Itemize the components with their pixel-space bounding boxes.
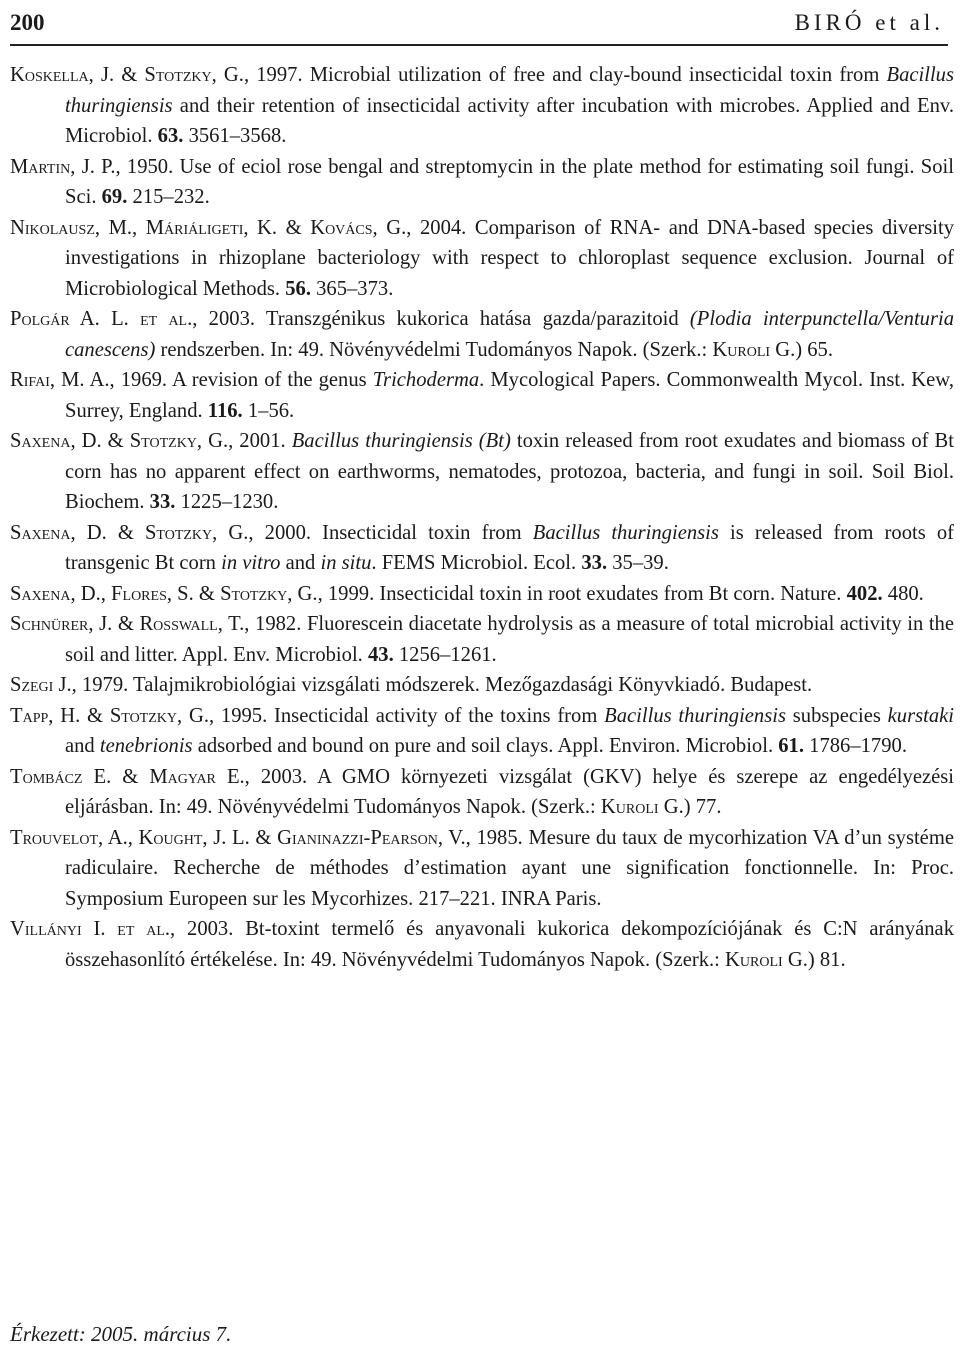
reference-authors: Tombácz E. & Magyar E. <box>10 765 245 788</box>
reference-text: 3561–3568. <box>183 125 287 147</box>
reference-text: 215–232. <box>127 186 210 208</box>
reference-entry <box>10 304 954 365</box>
reference-text: Bacillus thuringiensis (Bt) <box>291 430 511 452</box>
reference-text: 61. <box>778 735 804 757</box>
reference-text: in vitro <box>221 552 281 574</box>
reference-authors: Schnürer, J. & Rosswall, T. <box>10 613 245 635</box>
reference-entry <box>10 365 954 426</box>
reference-text: 43. <box>367 643 394 666</box>
reference-text: and <box>280 552 321 574</box>
reference-entry <box>10 60 954 152</box>
reference-authors: Martin, J. P. <box>10 155 116 178</box>
reference-entry <box>10 518 954 579</box>
reference-entry <box>10 823 954 915</box>
reference-authors: Saxena, D. & Stotzky, G. <box>10 430 229 452</box>
reference-text: toxin released from root exudates and biomass of Bt corn has no apparent effect on earthworms, nematodes, protozoa, bacteria, and fungi in soil. Soil Biol. Biochem. <box>65 430 955 513</box>
reference-text: 33. <box>581 552 608 574</box>
reference-entry <box>10 670 954 701</box>
reference-text: is released from roots of transgenic Bt corn <box>65 521 954 574</box>
reference-text: Bacillus thuringiensis <box>604 704 786 727</box>
reference-text: , 1997. Microbial utilization of free and clay-bound insecticidal toxin from <box>243 64 887 86</box>
reference-text: 116. <box>207 399 243 422</box>
reference-text: 402. <box>846 582 883 605</box>
reference-authors: Trouvelot, A., Kought, J. L. & Gianinazzi-Pearson, V. <box>10 826 466 849</box>
reference-authors: Nikolausz, M., Máriáligeti, K. & Kovács, G. <box>10 216 407 239</box>
reference-text: , 1995. Insecticidal activity of the toxins from <box>208 704 605 727</box>
reference-text: Trichoderma <box>372 369 480 391</box>
received-date: Érkezett: 2005. március 7. <box>10 1322 232 1346</box>
reference-text: and their retention of insecticidal activity after incubation with microbes. Applied and Env. Microbiol. <box>65 94 954 147</box>
reference-text: Bacillus thuringiensis <box>65 64 954 117</box>
reference-list <box>10 60 954 975</box>
reference-text: 63. <box>157 125 184 147</box>
reference-text: 56. <box>285 277 311 300</box>
reference-entry <box>10 426 954 518</box>
reference-text: , 1979. Talajmikrobiológiai vizsgálati módszerek. Mezőgazdasági Könyvkiadó. Budapest. <box>71 674 813 696</box>
reference-authors: Szegi J. <box>10 674 72 696</box>
reference-text: 33. <box>149 491 176 513</box>
reference-authors: Koskella, J. & Stotzky, G. <box>10 64 244 86</box>
reference-text: 1–56. <box>242 399 295 422</box>
reference-text: 1256–1261. <box>393 643 497 666</box>
reference-text: , 2004. Comparison of RNA- and DNA-based species diversity investigations in rhizoplane bacteriology with respect to chloroplast sequence exclusion. Journal of Microbiological Methods. <box>65 216 954 300</box>
reference-text: tenebrionis <box>99 735 193 757</box>
reference-authors: Polgár A. L. et al. <box>10 308 193 330</box>
running-head: BIRÓ et al. <box>794 10 944 35</box>
reference-text: , 2001. <box>228 430 292 452</box>
reference-text: and <box>65 735 100 757</box>
reference-text: ) 65. <box>795 338 833 361</box>
reference-authors: Villányi I. et al. <box>10 918 171 940</box>
reference-text: rendszerben. In: 49. Növényvédelmi Tudományos Napok. (Szerk.: <box>155 338 713 361</box>
reference-text: , 1969. A revision of the genus <box>109 369 373 391</box>
reference-text: . Mycological Papers. Commonwealth Mycol. Inst. Kew, Surrey, England. <box>65 369 954 422</box>
reference-text: 35–39. <box>607 552 669 574</box>
page-number: 200 <box>10 10 45 35</box>
reference-text: , 2003. A GMO környezeti vizsgálat (GKV) helye és szerepe az engedélyezési eljárásban. In: 49. Növényvédelmi Tudományos Napok. (Szerk.: <box>65 765 954 818</box>
reference-text: , 1999. Insecticidal toxin in root exudates from Bt corn. Nature. <box>317 582 847 605</box>
reference-entry <box>10 914 954 975</box>
reference-text: kurstaki <box>887 704 954 727</box>
reference-text: in situ <box>320 552 372 574</box>
reference-entry <box>10 152 954 213</box>
reference-entry <box>10 609 954 670</box>
page-header <box>10 6 948 46</box>
reference-text: , 1985. Mesure du taux de mycorhization VA d’un systéme radiculaire. Recherche de méthodes d’estimation ayant une signification fonctionnelle. In: Proc. Symposium Europeen sur les Mycorhizes. 217–221. INRA Paris. <box>65 826 954 910</box>
reference-text: 1786–1790. <box>804 735 907 757</box>
reference-authors: Saxena, D. & Stotzky, G. <box>10 521 249 544</box>
reference-text: ) 77. <box>683 796 722 818</box>
reference-text: 365–373. <box>310 277 394 300</box>
reference-text: subspecies <box>785 704 888 727</box>
reference-text: , 2003. Bt-toxint termelő és anyavonali kukorica dekompozíciójának és C:N arányának összehasonlító értékelése. In: 49. Növényvédelmi Tudományos Napok. (Szerk.: <box>65 918 954 971</box>
reference-authors: Saxena, D., Flores, S. & Stotzky, G. <box>10 582 318 605</box>
reference-text: , 1982. Fluorescein diacetate hydrolysis as a measure of total microbial activity in the soil and litter. Appl. Env. Microbiol. <box>65 613 954 666</box>
reference-entry <box>10 213 954 305</box>
reference-text: , 2000. Insecticidal toxin from <box>248 521 533 544</box>
reference-authors: Kuroli G. <box>712 338 796 361</box>
reference-text: 1225–1230. <box>175 491 279 513</box>
reference-text: ) 81. <box>807 948 846 971</box>
reference-authors: Kuroli G. <box>725 948 808 971</box>
reference-entry <box>10 762 954 823</box>
reference-entry <box>10 701 954 762</box>
reference-authors: Rifai, M. A. <box>10 369 110 391</box>
reference-text: 69. <box>101 186 128 208</box>
reference-authors: Tapp, H. & Stotzky, G. <box>10 704 209 727</box>
reference-authors: Kuroli G. <box>600 796 684 818</box>
reference-text: 480. <box>882 582 924 605</box>
reference-text: Bacillus thuringiensis <box>532 521 719 544</box>
reference-text: (Plodia interpunctella/Venturia canescens) <box>65 308 954 361</box>
reference-text: adsorbed and bound on pure and soil clays. Appl. Environ. Microbiol. <box>192 735 779 757</box>
reference-text: , 2003. Transzgénikus kukorica hatása gazda/parazitoid <box>192 308 690 330</box>
reference-text: , 1950. Use of eciol rose bengal and streptomycin in the plate method for estimating soil fungi. Soil Sci. <box>65 155 954 208</box>
reference-entry <box>10 579 954 610</box>
reference-text: . FEMS Microbiol. Ecol. <box>371 552 582 574</box>
